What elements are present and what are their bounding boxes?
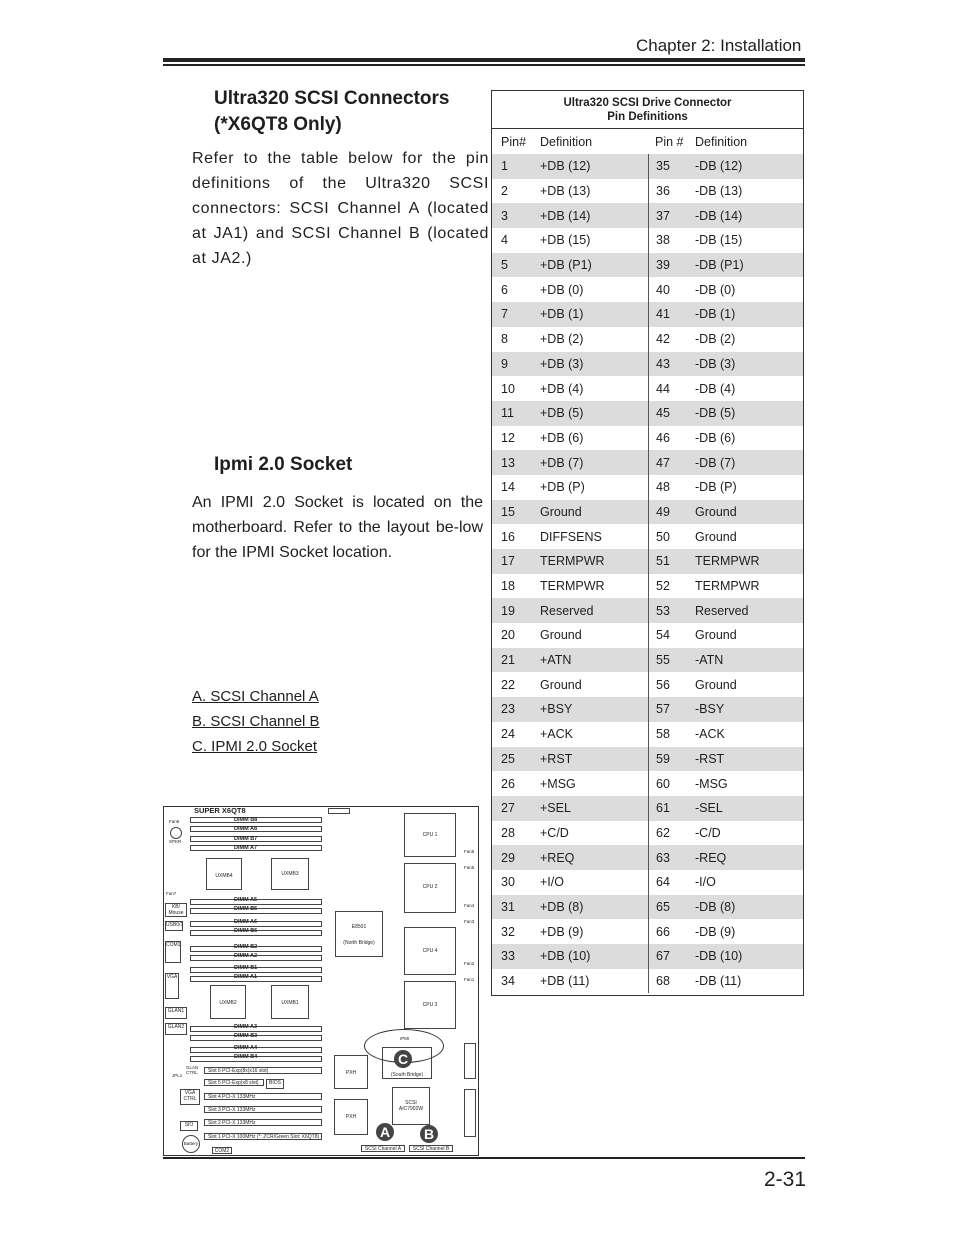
definition-cell: +DB (11) [540,974,590,989]
table-header-row [492,129,803,154]
table-row [492,870,803,895]
pxh-chip: PXH [334,1099,368,1135]
north-bridge-chip [335,911,383,957]
legend-list [192,684,320,759]
definition-cell-2: -RST [695,751,725,766]
pin-cell: 15 [501,504,515,519]
definition-cell: +DB (3) [540,356,584,371]
sio-chip: SIO [180,1121,198,1131]
definition-cell: +ATN [540,653,572,668]
table-row [492,648,803,673]
definition-cell: +C/D [540,825,569,840]
definition-cell-2: -DB (0) [695,282,736,297]
table-row [492,426,803,451]
uxmb2-chip: UXMB2 [210,985,246,1019]
north-bridge-label: (North Bridge) [343,940,375,946]
pin-cell: 33 [501,949,515,964]
usb-port: USB0/1 [165,921,183,931]
pin-cell-2: 43 [648,352,695,377]
definition-cell-2: -DB (10) [695,949,743,964]
table-row [492,623,803,648]
table-row [492,771,803,796]
definition-cell-2: -MSG [695,776,728,791]
pxh-chip: PXH [334,1055,368,1089]
pin-cell-2: 37 [648,203,695,228]
pin-cell: 34 [501,974,515,989]
pci-slot: Slot 2 PCI-X 133MHz [204,1119,322,1126]
footer-rule [163,1157,805,1159]
pin-cell-2: 58 [648,722,695,747]
definition-cell: DIFFSENS [540,529,602,544]
chapter-header: Chapter 2: Installation [636,36,802,55]
pin-cell-2: 63 [648,845,695,870]
pin-cell: 8 [501,332,508,347]
definition-cell-2: Ground [695,628,737,643]
cpu4-socket: CPU 4 [404,927,456,975]
pin-cell: 22 [501,677,515,692]
dimm-label: DIMM B8 [234,817,258,823]
callout-a-badge: A [376,1123,394,1141]
table-row [492,376,803,401]
table-title-line2: Pin Definitions [607,111,688,123]
table-row [492,672,803,697]
definition-cell-2: -DB (3) [695,356,736,371]
table-title [492,91,803,129]
pin-cell-2: 41 [648,302,695,327]
fan-label: Fan1 [464,977,475,982]
table-row [492,919,803,944]
ja-connector-top [328,808,350,814]
pin-cell-2: 46 [648,426,695,451]
scsi-controller-chip: SCSI AIC7902W [392,1087,430,1125]
definition-cell: +I/O [540,875,564,890]
definition-cell-2: -DB (12) [695,159,743,174]
glan1-port: GLAN1 [165,1007,187,1019]
definition-cell-2: -BSY [695,702,725,717]
cpu2-socket: CPU 2 [404,863,456,913]
table-row [492,154,803,179]
pin-cell: 27 [501,801,515,816]
fan-label: Fan4 [464,903,475,908]
uxmb4-chip: UXMB4 [206,858,242,890]
speaker-icon [170,827,182,839]
fan-label: Fan8 [169,819,180,824]
definition-cell: Ground [540,677,582,692]
pin-cell-2: 68 [648,969,695,994]
pin-cell-2: 56 [648,672,695,697]
table-row [492,277,803,302]
definition-cell-2: -DB (P1) [695,258,744,273]
definition-cell-2: -ATN [695,653,724,668]
pin-cell: 20 [501,628,515,643]
table-row [492,796,803,821]
spkr-label: SPKR [169,839,182,844]
dimm-label: DIMM A3 [234,1024,258,1030]
table-row [492,845,803,870]
pin-cell-2: 55 [648,648,695,673]
pin-cell-2: 67 [648,944,695,969]
dimm-label: DIMM A8 [234,826,258,832]
pin-cell-2: 64 [648,870,695,895]
fan-label: Fan2 [464,961,475,966]
section-title-scsi: Ultra320 SCSI Connectors (*X6QT8 Only) [214,88,450,135]
table-row [492,895,803,920]
dimm-label: DIMM B3 [234,1033,258,1039]
com2-port: COM2 [212,1147,232,1154]
definition-cell-2: Ground [695,677,737,692]
scsi-channel-b-connector: SCSI Channel B [409,1145,453,1152]
pin-cell-2: 48 [648,475,695,500]
dimm-label: DIMM A6 [234,919,258,925]
definition-cell-2: -REQ [695,850,727,865]
pin-cell-2: 45 [648,401,695,426]
pin-cell: 25 [501,751,515,766]
callout-b-badge: B [420,1125,438,1143]
definition-cell: +DB (14) [540,208,591,223]
header-pin: Pin# [501,134,527,149]
fan-label: Fan5 [464,865,475,870]
definition-cell-2: -DB (7) [695,455,736,470]
e8501-label: E8501 [351,924,367,930]
pin-cell-2: 52 [648,574,695,599]
definition-cell: +DB (10) [540,949,591,964]
definition-cell-2: -C/D [695,825,721,840]
table-row [492,228,803,253]
dimm-label: DIMM A4 [234,1045,258,1051]
sata-connector [464,1089,476,1137]
definition-cell: +DB (2) [540,332,584,347]
pin-cell: 16 [501,529,515,544]
pin-cell-2: 42 [648,327,695,352]
cpu3-socket: CPU 3 [404,981,456,1029]
dimm-label: DIMM B4 [234,1054,258,1060]
definition-cell: +DB (P) [540,480,585,495]
dimm-label: DIMM B1 [234,965,258,971]
battery-icon: Battery [182,1135,200,1153]
dimm-label: DIMM A1 [234,974,258,980]
pin-cell-2: 60 [648,771,695,796]
pin-cell-2: 61 [648,796,695,821]
definition-cell: +BSY [540,702,573,717]
definition-cell: +DB (7) [540,455,584,470]
pin-cell: 32 [501,924,515,939]
glan2-port: GLAN2 [165,1023,187,1035]
cpu1-socket: CPU 1 [404,813,456,857]
header-pin-2: Pin # [655,134,684,149]
section-body-ipmi: An IPMI 2.0 Socket is located on the motherboard. Refer to the layout be-low for the IPMI Socket location. [192,494,483,561]
pin-cell: 31 [501,899,515,914]
table-row [492,969,803,994]
definition-cell: +RST [540,751,573,766]
dimm-label: DIMM B7 [234,836,258,842]
definition-cell: +SEL [540,801,571,816]
table-row [492,500,803,525]
pin-cell-2: 54 [648,623,695,648]
pin-cell: 29 [501,850,515,865]
table-body [492,154,803,993]
pin-cell-2: 39 [648,253,695,278]
com1-port: COM1 [165,941,181,963]
definition-cell: +ACK [540,727,574,742]
definition-cell-2: -ACK [695,727,725,742]
pin-cell: 6 [501,282,508,297]
table-row [492,821,803,846]
table-row [492,352,803,377]
pin-cell: 14 [501,480,515,495]
definition-cell-2: -DB (4) [695,381,736,396]
pci-slot: Slot 6 PCI-Exp(8x(x16 slot) [204,1067,322,1074]
pin-cell-2: 35 [648,154,695,179]
definition-cell: +DB (8) [540,899,584,914]
pin-cell-2: 50 [648,524,695,549]
table-row [492,203,803,228]
definition-cell: TERMPWR [540,554,605,569]
header-rule-thin [163,64,805,66]
fan-label: Fan6 [464,849,475,854]
pci-slot: Slot 1 PCI-X 100MHz (*: ZCR/Green Slot: X6QT8) [204,1133,322,1140]
pin-cell: 23 [501,702,515,717]
dimm-label: DIMM A5 [234,897,258,903]
pin-cell: 28 [501,825,515,840]
dimm-label: DIMM A7 [234,845,258,851]
definition-cell: +DB (6) [540,430,584,445]
dimm-label: DIMM A2 [234,953,258,959]
definition-cell-2: Ground [695,529,737,544]
pin-cell-2: 36 [648,179,695,204]
definition-cell: +DB (5) [540,406,584,421]
definition-cell-2: -DB (8) [695,899,736,914]
definition-cell: +REQ [540,850,575,865]
kb-mouse-port: KB/ Mouse [165,903,187,917]
definition-cell: Reserved [540,603,594,618]
pin-cell-2: 40 [648,277,695,302]
definition-cell-2: -I/O [695,875,716,890]
definition-cell-2: Reserved [695,603,749,618]
pin-cell: 17 [501,554,515,569]
pin-cell: 2 [501,184,508,199]
pin-cell: 13 [501,455,515,470]
definition-cell-2: -DB (P) [695,480,737,495]
definition-cell: Ground [540,504,582,519]
table-title-line1: Ultra320 SCSI Drive Connector [563,97,732,109]
pin-cell-2: 47 [648,450,695,475]
definition-cell: +DB (9) [540,924,584,939]
definition-cell-2: -DB (1) [695,307,736,322]
table-row [492,697,803,722]
definition-cell: +DB (12) [540,159,591,174]
jpl1-label: JPL1 [172,1073,183,1078]
definition-cell: +DB (4) [540,381,584,396]
table-row [492,401,803,426]
pin-cell-2: 53 [648,598,695,623]
legend-item-c[interactable]: C. IPMI 2.0 Socket [192,738,318,755]
definition-cell-2: -DB (14) [695,208,743,223]
dimm-label: DIMM B6 [234,928,258,934]
table-row [492,549,803,574]
definition-cell-2: -DB (6) [695,430,736,445]
definition-cell-2: -DB (11) [695,974,742,989]
definition-cell: +DB (0) [540,282,584,297]
definition-cell-2: TERMPWR [695,579,760,594]
bios-chip: BIOS [266,1079,284,1089]
definition-cell: +DB (15) [540,233,591,248]
scsi-channel-a-connector: SCSI Channel A [361,1145,405,1152]
callout-c-badge: C [394,1050,412,1068]
table-row [492,747,803,772]
pin-cell-2: 59 [648,747,695,772]
definition-cell-2: TERMPWR [695,554,760,569]
pin-cell-2: 44 [648,376,695,401]
definition-cell: +DB (13) [540,184,591,199]
pin-definition-table [491,90,804,996]
section-body-scsi: Refer to the table below for the pin definitions of the Ultra320 SCSI connectors: SCSI Channel A (located at JA1) and SCSI Channel B (located at JA2.) [192,150,489,267]
table-row [492,722,803,747]
pin-cell: 3 [501,208,508,223]
page-number: 2-31 [764,1168,807,1191]
fan-label: Fan3 [464,919,475,924]
pin-cell: 11 [501,406,514,421]
definition-cell-2: Ground [695,504,737,519]
header-definition: Definition [540,134,593,149]
pin-cell: 1 [501,159,508,174]
pin-cell: 10 [501,381,515,396]
pin-cell-2: 38 [648,228,695,253]
definition-cell-2: -DB (5) [695,406,736,421]
table-row [492,327,803,352]
table-row [492,475,803,500]
pin-cell: 30 [501,875,515,890]
fan-label: Fan7 [166,891,177,896]
definition-cell-2: -DB (15) [695,233,743,248]
south-bridge-chip: (South Bridge) [382,1047,432,1079]
definition-cell: +DB (1) [540,307,584,322]
pin-cell: 9 [501,356,508,371]
section-title-ipmi: Ipmi 2.0 Socket [214,454,353,475]
pin-cell-2: 49 [648,500,695,525]
pin-cell: 12 [501,430,515,445]
glan-ctrl-label: GLAN CTRL [186,1065,199,1075]
pin-cell: 21 [501,653,515,668]
dimm-label: DIMM B2 [234,944,258,950]
pin-cell: 18 [501,579,515,594]
pin-cell-2: 62 [648,821,695,846]
table-row [492,302,803,327]
pin-cell-2: 66 [648,919,695,944]
definition-cell: +MSG [540,776,576,791]
dimm-label: DIMM B5 [234,906,258,912]
pci-slot: Slot 3 PCI-X 133MHz [204,1106,322,1113]
definition-cell-2: -DB (13) [695,184,743,199]
pin-cell: 24 [501,727,515,742]
pin-cell: 19 [501,603,515,618]
pin-cell-2: 57 [648,697,695,722]
pin-cell-2: 51 [648,549,695,574]
table-row [492,598,803,623]
definition-cell-2: -DB (2) [695,332,736,347]
legend-item-a[interactable]: A. SCSI Channel A [192,688,319,705]
pin-cell: 26 [501,776,515,791]
table-row [492,944,803,969]
table-row [492,524,803,549]
vga-ctrl-chip: VGA CTRL [180,1089,200,1105]
header-rule-thick [163,58,805,62]
motherboard-layout [163,806,479,1156]
pci-slot: Slot 5 PCI-Exp(x8 slot) [204,1079,264,1086]
legend-item-b[interactable]: B. SCSI Channel B [192,713,320,730]
uxmb1-chip: UXMB1 [271,985,309,1019]
board-model: SUPER X6QT8 [194,806,246,815]
definition-cell: TERMPWR [540,579,605,594]
definition-cell-2: -SEL [695,801,723,816]
pin-cell-2: 65 [648,895,695,920]
table-row [492,179,803,204]
pin-cell: 4 [501,233,508,248]
pin-cell: 7 [501,307,508,322]
pin-cell: 5 [501,258,508,273]
definition-cell-2: -DB (9) [695,924,736,939]
definition-cell: Ground [540,628,582,643]
header-definition-2: Definition [695,134,748,149]
ipmi-label: IPMI [400,1036,410,1041]
uxmb3-chip: UXMB3 [271,858,309,890]
table-row [492,574,803,599]
pci-slot: Slot 4 PCI-X 133MHz [204,1093,322,1100]
vga-port: VGA [165,973,179,999]
power-connector [464,1043,476,1079]
table-row [492,450,803,475]
definition-cell: +DB (P1) [540,258,592,273]
table-row [492,253,803,278]
